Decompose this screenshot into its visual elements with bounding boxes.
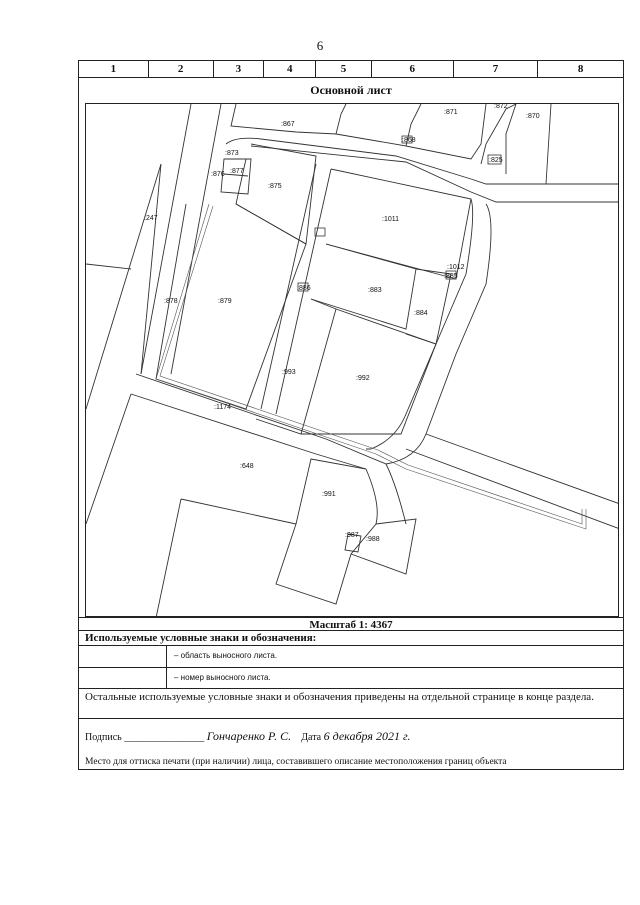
parcel-label: :875 bbox=[268, 183, 282, 190]
parcel-label: :879 bbox=[218, 298, 232, 305]
column-header: 1 bbox=[79, 61, 149, 77]
parcel-label: :877 bbox=[230, 168, 244, 175]
parcel-label: :1174 bbox=[214, 404, 231, 411]
parcel-label: :884 bbox=[414, 310, 428, 317]
legend-item-text: – номер выносного листа. bbox=[174, 673, 271, 682]
parcel-label: :876 bbox=[211, 171, 225, 178]
parcel-label: :885 bbox=[444, 273, 458, 280]
signature-line: ________________ bbox=[124, 732, 205, 743]
legend-row bbox=[79, 645, 623, 667]
parcel-boundary bbox=[86, 264, 131, 269]
road-edge bbox=[426, 434, 619, 504]
map-drawing bbox=[86, 104, 619, 617]
parcel-boundary bbox=[156, 204, 306, 409]
signer-name: Гончаренко Р. С. bbox=[206, 729, 292, 743]
legend-row bbox=[79, 667, 623, 689]
stamp-place-text: Место для оттиска печати (при наличии) лица, составившего описание местоположения границ объекта bbox=[85, 757, 507, 767]
parcel-label: :993 bbox=[282, 369, 296, 376]
legend-title: Используемые условные знаки и обозначения: bbox=[85, 632, 317, 644]
parcel-label: :991 bbox=[322, 491, 336, 498]
parcel-boundary bbox=[181, 499, 296, 524]
parcel-boundary bbox=[506, 104, 516, 174]
parcel-boundary bbox=[546, 104, 551, 184]
parcel-label: :868 bbox=[402, 137, 416, 144]
cadastral-map bbox=[85, 103, 619, 617]
legend-item-text: – область выносного листа. bbox=[174, 651, 278, 660]
legend-symbol-number bbox=[79, 668, 167, 688]
parcel-boundary bbox=[351, 519, 416, 574]
parcel-label: :648 bbox=[240, 463, 254, 470]
parcel-label: :992 bbox=[356, 375, 370, 382]
road-edge bbox=[406, 449, 619, 529]
parcel-boundary bbox=[276, 459, 377, 604]
parcel-label: :870 bbox=[526, 113, 540, 120]
parcel-label: :987 bbox=[345, 532, 359, 539]
parcel-label: :872 bbox=[494, 104, 508, 110]
road-edge bbox=[366, 199, 473, 449]
other-signs-note: Остальные используемые условные знаки и обозначения приведены на отдельной странице в конце раздела. bbox=[85, 691, 594, 703]
column-header: 6 bbox=[372, 61, 454, 77]
parcel-label: :1011 bbox=[382, 216, 399, 223]
servitude-line bbox=[156, 204, 586, 529]
servitude-line bbox=[160, 206, 582, 524]
parcel-label: :873 bbox=[225, 150, 239, 157]
parcel-boundary bbox=[86, 394, 131, 524]
parcel-boundary bbox=[156, 499, 181, 617]
parcel-boundary bbox=[131, 394, 366, 469]
parcel-boundary bbox=[311, 244, 416, 329]
column-header: 4 bbox=[264, 61, 316, 77]
road-edge bbox=[171, 104, 221, 374]
legend-symbol-area bbox=[79, 646, 167, 667]
parcel-label: :886 bbox=[297, 285, 311, 292]
sheet-title: Основной лист bbox=[310, 83, 392, 97]
parcel-label: :871 bbox=[444, 109, 458, 116]
road-edge bbox=[226, 138, 619, 184]
parcel-label: :988 bbox=[366, 536, 380, 543]
parcel-boundary bbox=[231, 104, 346, 134]
column-header: 3 bbox=[214, 61, 265, 77]
road-edge bbox=[141, 104, 191, 374]
parcel-label: :825 bbox=[489, 157, 503, 164]
signature-row bbox=[85, 729, 615, 744]
column-header: 2 bbox=[149, 61, 214, 77]
parcel-boundary bbox=[256, 299, 336, 434]
parcel-boundary bbox=[326, 169, 471, 279]
parcel-label: :883 bbox=[368, 287, 382, 294]
parcel-label: :867 bbox=[281, 121, 295, 128]
page-number: 6 bbox=[316, 38, 324, 53]
signature-label: Подпись bbox=[85, 732, 122, 743]
column-header: 7 bbox=[454, 61, 539, 77]
parcel-label: :1012 bbox=[447, 264, 465, 271]
date-value: 6 декабря 2021 г. bbox=[323, 729, 411, 743]
column-header: 8 bbox=[577, 63, 584, 75]
parcel-boundary bbox=[301, 309, 436, 434]
parcel-label: :878 bbox=[164, 298, 178, 305]
column-header-row bbox=[79, 61, 623, 78]
map-scale: Масштаб 1: 4367 bbox=[79, 617, 623, 631]
parcel-label: :247 bbox=[144, 215, 158, 222]
column-header: 5 bbox=[316, 61, 372, 77]
date-label: Дата bbox=[301, 732, 322, 743]
parcel-boundary bbox=[136, 374, 406, 524]
parcel-boundary bbox=[221, 159, 251, 194]
parcel-boundary bbox=[406, 269, 451, 344]
document-frame bbox=[78, 60, 624, 770]
divider bbox=[79, 718, 623, 719]
